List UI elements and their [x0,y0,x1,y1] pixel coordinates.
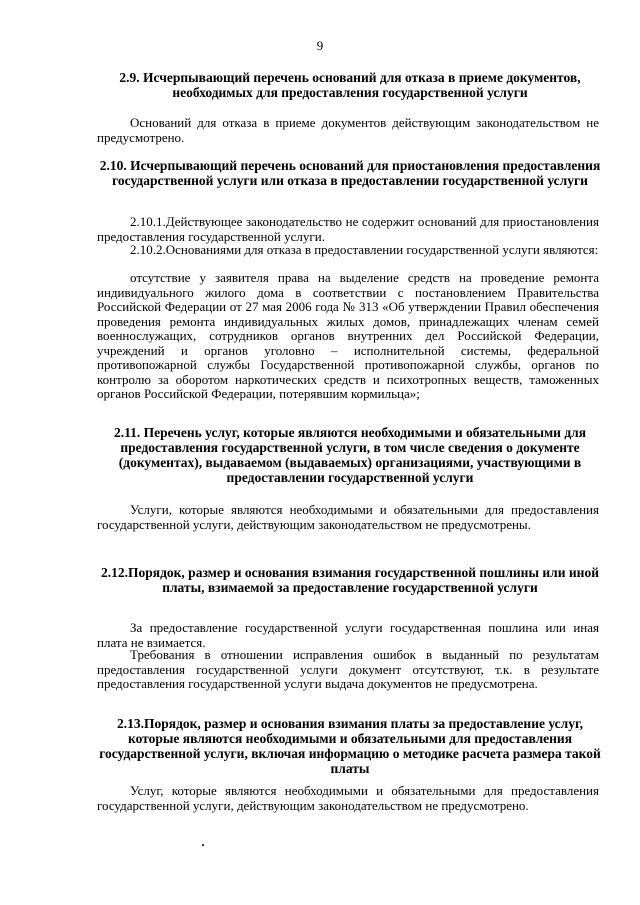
section-2-12-paragraph-2: Требования в отношении исправления ошибок в выданный по результатам предоставления государственной услуги документ отсутствуют, т.к. в результате предоставления государственной услуги выдача документов не предусмотрена. [97,647,599,691]
section-2-13-heading: 2.13.Порядок, размер и основания взимания платы за предоставление услуг, которые являются необходимыми и обязательными для предоставления государственной услуги, включая информацию о методике расчета размера такой платы [99,716,601,776]
section-2-9-heading: 2.9. Исчерпывающий перечень оснований для отказа в приеме документов, необходимых для предоставления государственной услуги [119,70,581,100]
section-2-13-paragraph: Услуг, которые являются необходимыми и обязательными для предоставления государственной услуги, действующим законодательством не предусмотрено. [97,783,599,813]
section-2-10-paragraph-3: отсутствие у заявителя права на выделение средств на проведение ремонта индивидуального жилого дома в соответствии с постановлением Правительства Российской Федерации от 27 мая 2006 года № 313 «Об утверждении Правил обеспечения проведения ремонта индивидуальных жилых домов, принадлежащих членам семей военнослужащих, сотрудников органов внутренних дел Российской Федерации, учреждений и органов уголовно – исполнительной системы, федеральной противопожарной службы Государственной противопожарной службы, органов по контролю за оборотом наркотических средств и психотропных веществ, таможенных органов Российской Федерации, потерявшим кормильца»; [97,270,599,401]
section-2-10-paragraph-1: 2.10.1.Действующее законодательство не содержит оснований для приостановления предоставления государственной услуги. [97,214,599,244]
section-2-10-heading: 2.10. Исчерпывающий перечень оснований для приостановления предоставления государственной услуги или отказа в предоставлении государственной услуги [99,158,601,188]
section-2-12-paragraph-1: За предоставление государственной услуги государственная пошлина или иная плата не взимается. [97,620,599,650]
section-2-12-heading: 2.12.Порядок, размер и основания взимания государственной пошлины или иной платы, взимаемой за предоставление государственной услуги [101,565,599,595]
page-number: 9 [316,38,324,53]
section-2-10-paragraph-2: 2.10.2.Основаниями для отказа в предоставлении государственной услуги являются: [130,242,599,257]
stray-mark [202,844,204,846]
section-2-11-paragraph: Услуги, которые являются необходимыми и обязательными для предоставления государственной услуги, действующим законодательством не предусмотрены. [97,502,599,532]
section-2-9-paragraph: Оснований для отказа в приеме документов действующим законодательством не предусмотрено. [97,115,599,145]
section-2-11-heading: 2.11. Перечень услуг, которые являются необходимыми и обязательными для предоставления государственной услуги, в том числе сведения о документе (документах), выдаваемом (выдаваемых) организациями, участвующими в предоставлении государственной услуги [113,425,587,485]
